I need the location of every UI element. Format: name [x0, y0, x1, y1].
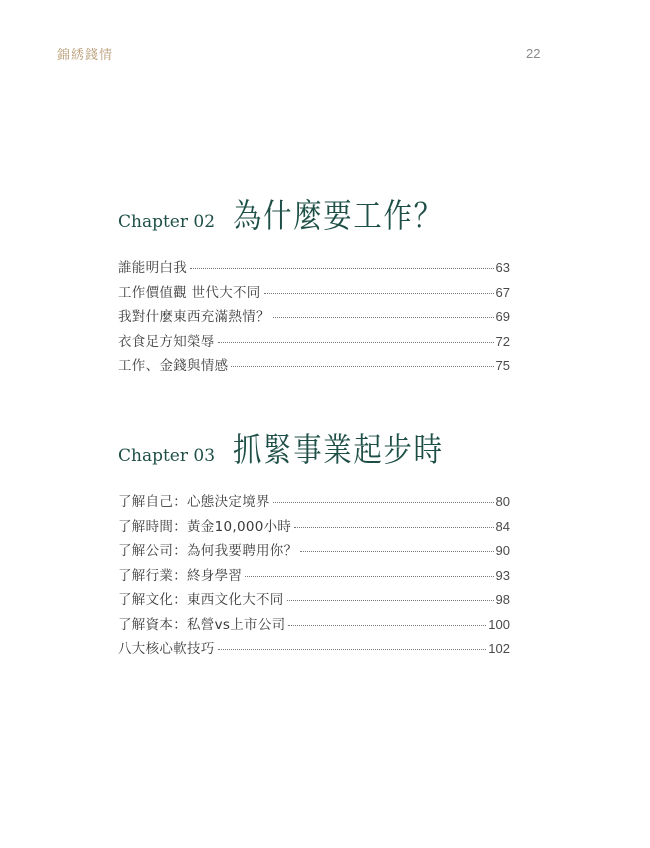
toc-entry[interactable] — [118, 354, 510, 379]
toc-entry[interactable] — [118, 515, 510, 540]
toc-entry-page: 67 — [495, 284, 510, 300]
dot-leader — [218, 648, 487, 650]
chapter-heading — [118, 424, 510, 472]
toc-entry[interactable] — [118, 330, 510, 355]
page-number: 22 — [526, 46, 541, 61]
toc-entry-title: 了解公司：為何我要聘用你？ — [118, 543, 298, 559]
toc-entry[interactable] — [118, 637, 510, 662]
chapter-title: 抓緊事業起步時 — [233, 430, 444, 469]
toc-entry-title: 了解時間：黃金10,000小時 — [118, 518, 292, 535]
toc-entry-page: 93 — [495, 567, 510, 583]
toc-entry[interactable] — [118, 305, 510, 330]
chapter-label: Chapter 02 — [118, 212, 216, 232]
toc-list — [118, 490, 510, 662]
toc-entry[interactable] — [118, 564, 510, 589]
toc-entry-page: 84 — [495, 518, 510, 534]
toc-entry-title: 了解文化：東西文化大不同 — [118, 592, 284, 608]
toc-entry-title: 了解行業：終身學習 — [118, 567, 243, 584]
toc-entry-page: 80 — [495, 494, 510, 509]
dot-leader — [294, 526, 493, 528]
toc-entry[interactable] — [118, 490, 510, 515]
toc-entry-title: 我對什麼東西充滿熱情？ — [118, 309, 270, 325]
toc-entry-page: 75 — [495, 358, 510, 373]
chapter-label: Chapter 03 — [118, 446, 216, 466]
toc-entry-page: 100 — [488, 616, 510, 632]
running-head: 錦綉錢情 — [57, 48, 114, 63]
toc-entry-page: 102 — [488, 641, 510, 656]
dot-leader — [218, 341, 494, 343]
toc-list — [118, 256, 510, 379]
dot-leader — [300, 550, 493, 552]
toc-entry[interactable] — [118, 539, 510, 564]
toc-entry-title: 誰能明白我 — [118, 260, 187, 276]
chapter-heading — [118, 190, 510, 238]
toc-entry-page: 69 — [495, 309, 510, 324]
toc-entry-page: 90 — [495, 543, 510, 558]
toc-entry-title: 衣食足方知榮辱 — [118, 333, 215, 350]
toc-entry[interactable] — [118, 588, 510, 613]
toc-entry[interactable] — [118, 256, 510, 281]
dot-leader — [190, 267, 494, 269]
toc-entry-title: 八大核心軟技巧 — [118, 641, 215, 657]
dot-leader — [273, 501, 494, 503]
chapter-section — [118, 424, 510, 662]
toc-entry-title: 工作價值觀 世代大不同 — [118, 284, 261, 301]
toc-entry-page: 63 — [495, 260, 510, 275]
toc-entry[interactable] — [118, 613, 510, 638]
toc-entry-page: 72 — [495, 333, 510, 349]
toc-entry-title: 工作、金錢與情感 — [118, 358, 229, 374]
chapter-section — [118, 190, 510, 379]
dot-leader — [245, 575, 493, 577]
dot-leader — [287, 599, 494, 601]
toc-entry-title: 了解自己：心態決定境界 — [118, 494, 270, 510]
dot-leader — [288, 624, 486, 626]
chapter-title: 為什麼要工作？ — [233, 196, 444, 235]
toc-entry-page: 98 — [495, 592, 510, 607]
dot-leader — [231, 365, 493, 367]
toc-entry[interactable] — [118, 281, 510, 306]
dot-leader — [273, 316, 494, 318]
toc-entry-title: 了解資本：私營vs上市公司 — [118, 616, 286, 633]
dot-leader — [264, 292, 494, 294]
